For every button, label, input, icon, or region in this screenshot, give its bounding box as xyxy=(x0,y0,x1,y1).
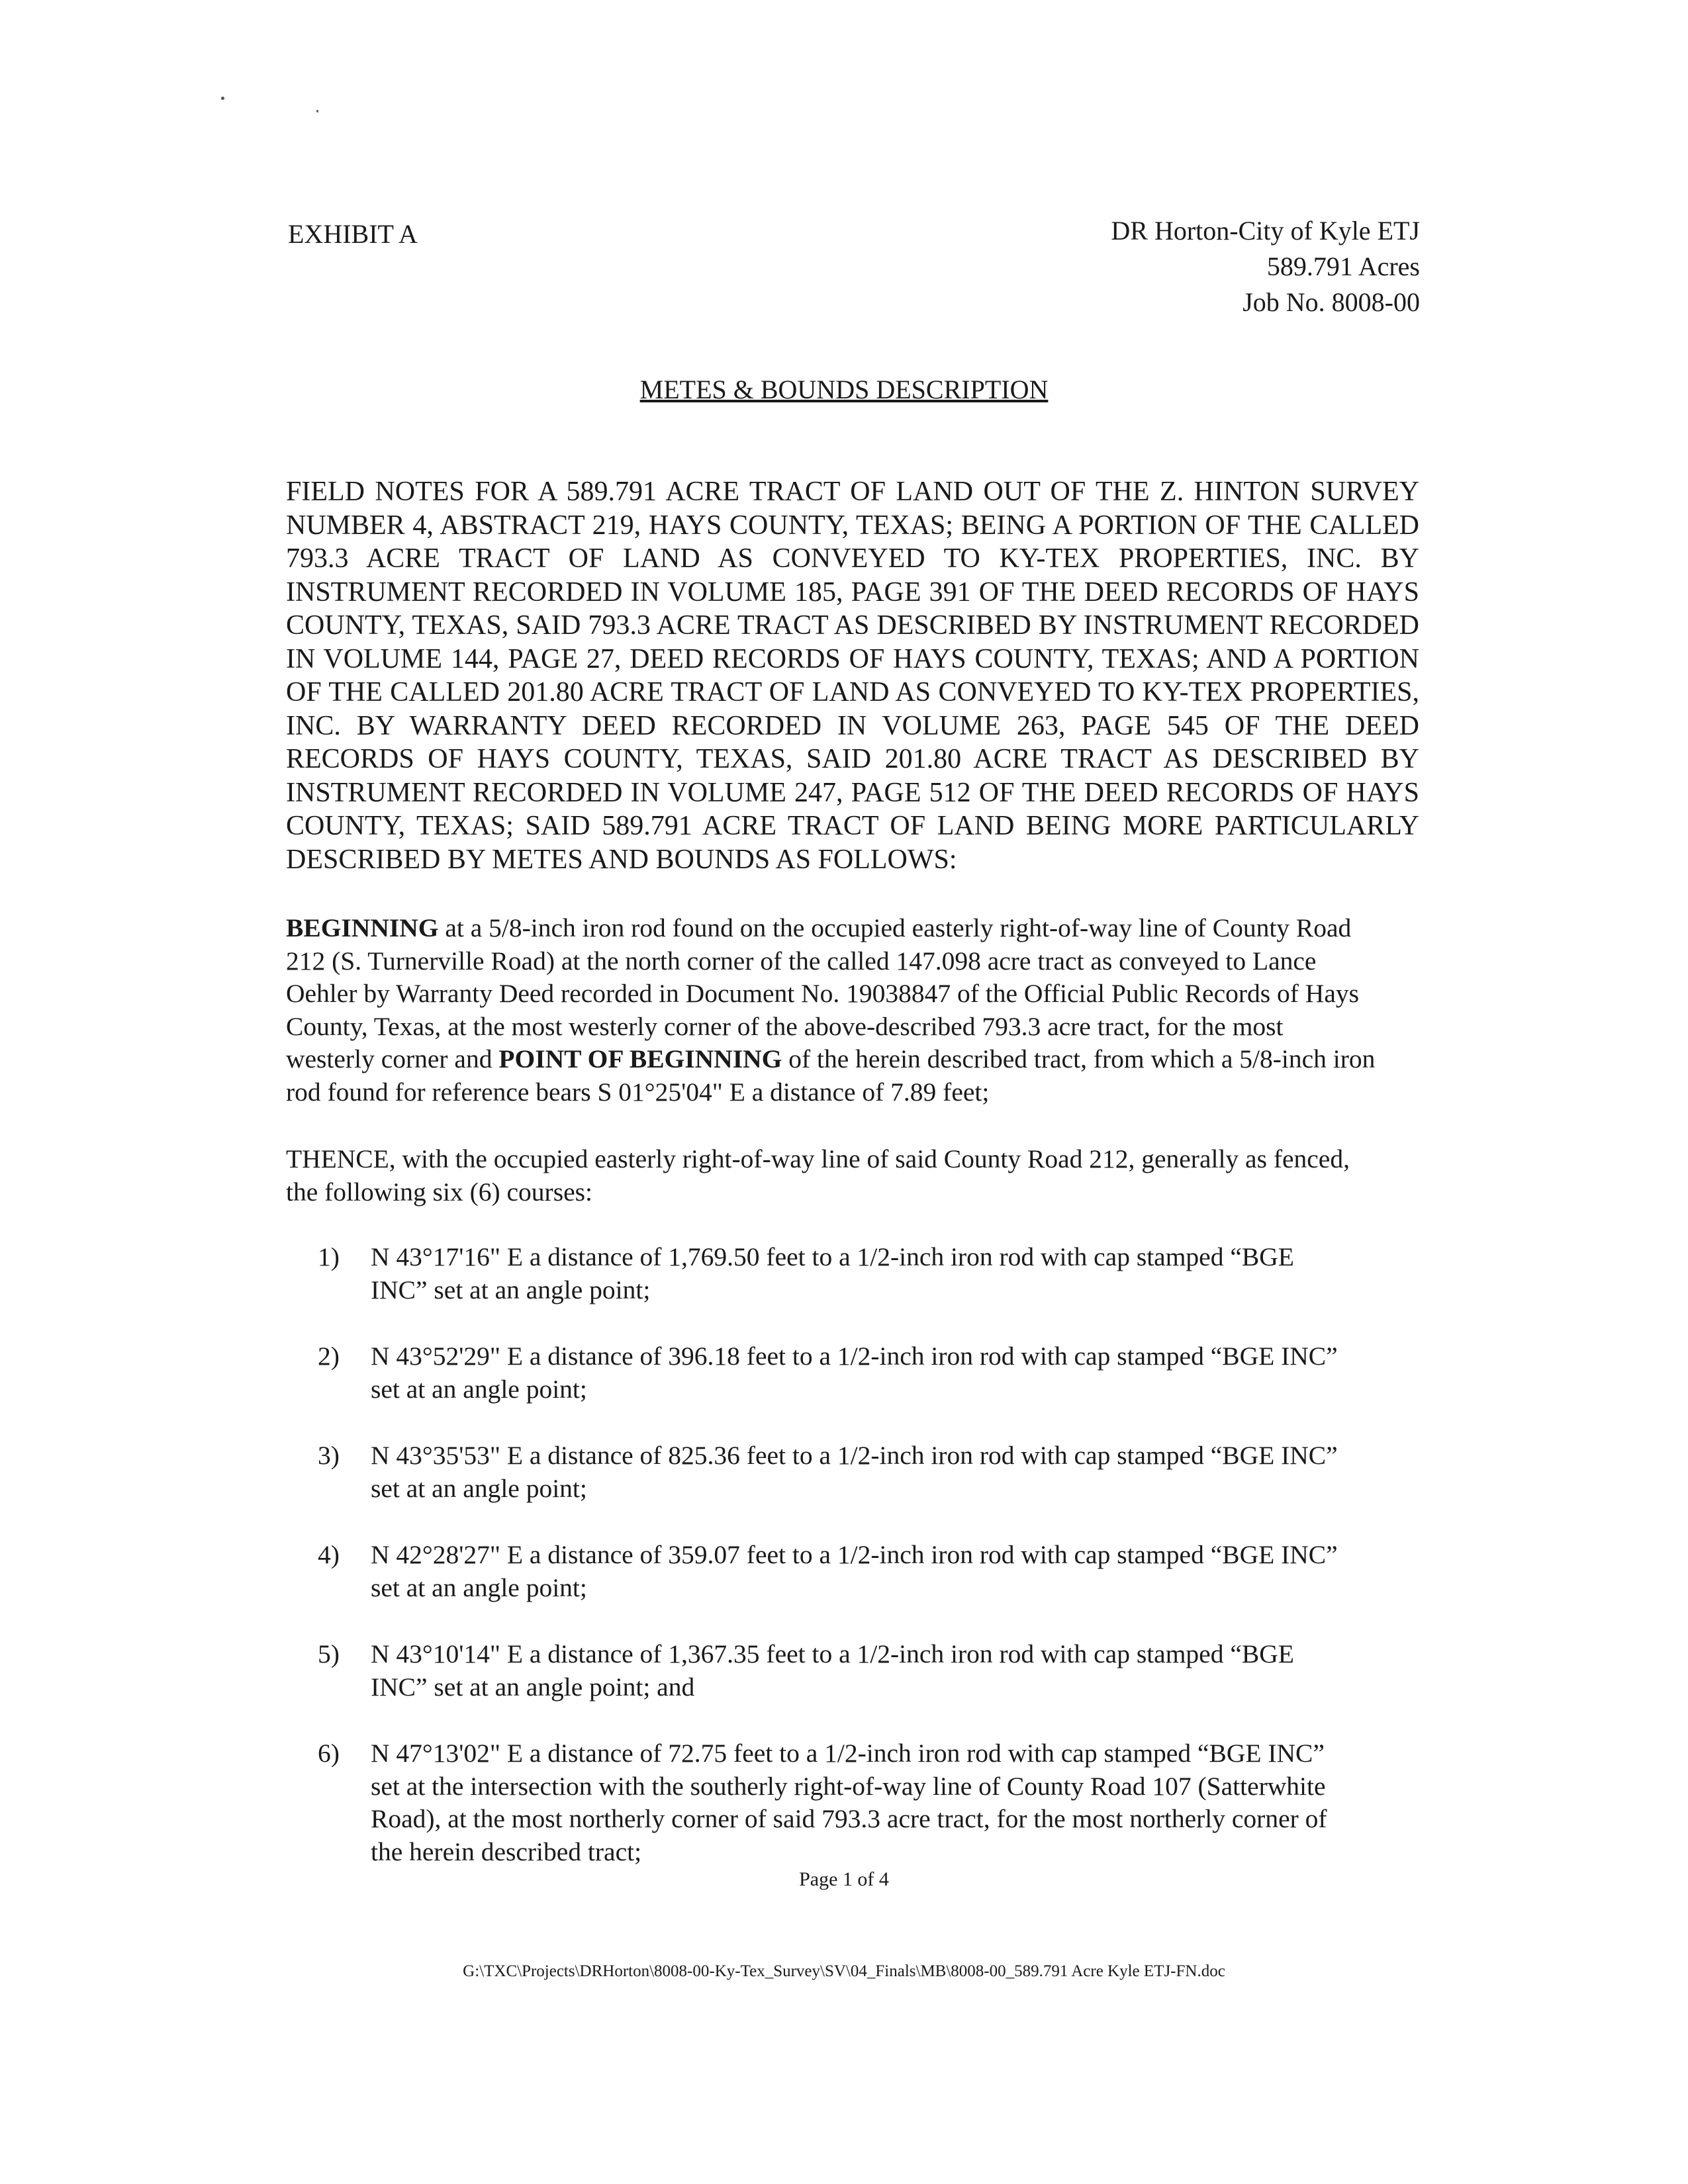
beginning-text-2: of the herein described tract, from which a 5/8-inch iron rod found for reference bears S 01°25'04" E a distance of 7.89 feet; xyxy=(286,1044,1376,1107)
beginning-text-1: at a 5/8-inch iron rod found on the occupied easterly right-of-way line of County Road 212 (S. Turnerville Road) at the north corner of the called 147.098 acre tract as conveyed to Lance Oehler by Warranty Deed recorded in Document No. 19038847 of the Official Public Records of Hays County, Texas, at the most westerly corner of the above-described 793.3 acre tract, for the most westerly corner and xyxy=(286,913,1359,1073)
course-text: N 43°35'53" E a distance of 825.36 feet to a 1/2-inch iron rod with cap stamped “BGE INC” set at an angle point; xyxy=(371,1441,1338,1503)
course-number: 3) xyxy=(318,1441,340,1470)
page-title: METES & BOUNDS DESCRIPTION xyxy=(639,375,1049,404)
course-number: 1) xyxy=(318,1242,340,1271)
page-number: Page 1 of 4 xyxy=(799,1868,889,1890)
acreage: 589.791 Acres xyxy=(1266,251,1420,281)
course-number: 5) xyxy=(318,1639,340,1668)
course-number: 6) xyxy=(318,1739,340,1768)
course-text: N 43°17'16" E a distance of 1,769.50 feet to a 1/2-inch iron rod with cap stamped “BGE INC” set at an angle point; xyxy=(371,1242,1294,1304)
course-text: N 43°52'29" E a distance of 396.18 feet to a 1/2-inch iron rod with cap stamped “BGE INC” set at an angle point; xyxy=(371,1342,1338,1404)
intro-paragraph: FIELD NOTES FOR A 589.791 ACRE TRACT OF LAND OUT OF THE Z. HINTON SURVEY NUMBER 4, ABSTRACT 219, HAYS COUNTY, TEXAS; BEING A PORTION OF THE CALLED 793.3 ACRE TRACT OF LAND AS CONVEYED TO KY-TEX PROPERTIES, INC. BY INSTRUMENT RECORDED IN VOLUME 185, PAGE 391 OF THE DEED RECORDS OF HAYS COUNTY, TEXAS, SAID 793.3 ACRE TRACT AS DESCRIBED BY INSTRUMENT RECORDED IN VOLUME 144, PAGE 27, DEED RECORDS OF HAYS COUNTY, TEXAS; AND A PORTION OF THE CALLED 201.80 ACRE TRACT OF LAND AS CONVEYED TO KY-TEX PROPERTIES, INC. BY WARRANTY DEED RECORDED IN VOLUME 263, PAGE 545 OF THE DEED RECORDS OF HAYS COUNTY, TEXAS, SAID 201.80 ACRE TRACT AS DESCRIBED BY INSTRUMENT RECORDED IN VOLUME 247, PAGE 512 OF THE DEED RECORDS OF HAYS COUNTY, TEXAS; SAID 589.791 ACRE TRACT OF LAND BEING MORE PARTICULARLY DESCRIBED BY METES AND BOUNDS AS FOLLOWS: xyxy=(286,477,1419,875)
beginning-lead: BEGINNING xyxy=(286,913,439,942)
course-number: 2) xyxy=(318,1342,340,1371)
scan-speck xyxy=(316,110,318,113)
course-text: N 47°13'02" E a distance of 72.75 feet to a 1/2-inch iron rod with cap stamped “BGE INC” set at the intersection with the southerly right-of-way line of County Road 107 (Satterwhite Road), at the most northerly corner of said 793.3 acre tract, for the most northerly corner of the herein described tract; xyxy=(371,1739,1327,1866)
thence-paragraph: THENCE, with the occupied easterly right-of-way line of said County Road 212, generally as fenced, the following six (6) courses: xyxy=(286,1144,1350,1206)
course-item xyxy=(318,1539,1350,1604)
course-item xyxy=(318,1439,1350,1505)
course-item xyxy=(318,1340,1350,1406)
course-item xyxy=(318,1737,1350,1868)
beginning-paragraph xyxy=(286,912,1378,1109)
point-of-beginning: POINT OF BEGINNING xyxy=(498,1044,782,1073)
course-item xyxy=(318,1241,1350,1306)
job-number: Job No. 8008-00 xyxy=(1243,287,1420,317)
course-text: N 42°28'27" E a distance of 359.07 feet to a 1/2-inch iron rod with cap stamped “BGE INC” set at an angle point; xyxy=(371,1540,1338,1602)
project-name: DR Horton-City of Kyle ETJ xyxy=(1111,216,1420,246)
course-number: 4) xyxy=(318,1540,340,1569)
file-path: G:\TXC\Projects\DRHorton\8008-00-Ky-Tex_Survey\SV\04_Finals\MB\8008-00_589.791 Acre Kyle ETJ-FN.doc xyxy=(463,1962,1225,1980)
course-item xyxy=(318,1638,1350,1704)
document-header-info xyxy=(1111,213,1420,320)
course-text: N 43°10'14" E a distance of 1,367.35 feet to a 1/2-inch iron rod with cap stamped “BGE INC” set at an angle point; and xyxy=(371,1639,1294,1702)
exhibit-label: EXHIBIT A xyxy=(288,219,418,249)
scan-speck xyxy=(221,97,224,100)
